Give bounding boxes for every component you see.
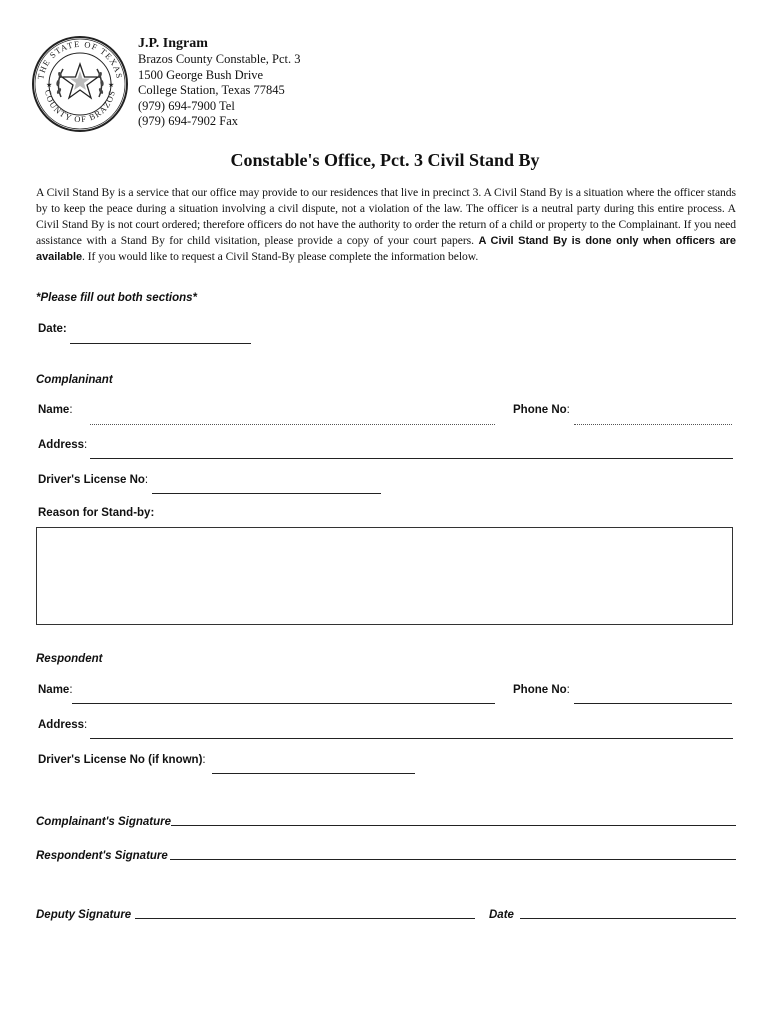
intro-bold-text: A Civil Stand By is done only when officers are available — [36, 235, 736, 263]
complainant-dl-field[interactable] — [152, 493, 381, 494]
header-line-tel: (979) 694-7900 Tel — [138, 98, 235, 113]
header-line-city: College Station, Texas 77845 — [138, 83, 285, 98]
constable-name: J.P. Ingram — [138, 36, 208, 51]
header-line-street: 1500 George Bush Drive — [138, 67, 264, 82]
reason-textbox[interactable] — [36, 527, 733, 625]
complainant-address-label: Address: — [38, 439, 88, 451]
complainant-name-field[interactable] — [90, 424, 495, 425]
svg-text:★: ★ — [46, 81, 53, 89]
respondent-signature-label: Respondent's Signature — [36, 850, 168, 862]
complainant-name-label: Name: — [38, 404, 73, 416]
complainant-address-field[interactable] — [90, 458, 733, 459]
svg-text:COUNTY OF BRAZOS — [43, 89, 117, 124]
respondent-dl-field[interactable] — [212, 773, 415, 774]
fill-note: *Please fill out both sections* — [36, 292, 198, 304]
respondent-address-field[interactable] — [90, 738, 733, 739]
deputy-date-label: Date — [489, 909, 514, 921]
complainant-phone-label: Phone No: — [513, 404, 570, 416]
date-field[interactable] — [70, 343, 251, 344]
seal-top-text: THE STATE OF TEXAS — [35, 38, 125, 81]
respondent-name-field[interactable] — [72, 703, 495, 704]
complainant-phone-field[interactable] — [574, 424, 732, 425]
respondent-signature-field[interactable] — [170, 859, 736, 860]
deputy-date-field[interactable] — [520, 918, 736, 919]
complainant-heading: Complaninant — [36, 374, 113, 386]
reason-label: Reason for Stand-by: — [38, 507, 155, 519]
deputy-signature-field[interactable] — [135, 918, 475, 919]
intro-text-2: . If you would like to request a Civil Stand-By please complete the information below. — [82, 250, 479, 263]
seal-bottom-text: COUNTY OF BRAZOS — [43, 88, 117, 125]
header-line-fax: (979) 694-7902 Fax — [138, 114, 238, 129]
respondent-name-label: Name: — [38, 684, 73, 696]
header-line-office: Brazos County Constable, Pct. 3 — [138, 52, 301, 66]
respondent-phone-label: Phone No: — [513, 684, 570, 696]
county-seal — [31, 35, 129, 133]
intro-text-1: A Civil Stand By is a service that our office may provide to our residences that live in precinct 3. A Civil Stand By is a situation where the officer stands by to keep the peace during a situation involving a civil dispute, not a violation of the law. The officer is a neutral party during this entire process. A Civil Stand By is not court ordered; therefore officers do not have the authority to order the return of a child or property to the Complainant. If you need assistance with a Stand By for child visitation, please provide a copy of your court papers. — [36, 186, 736, 247]
date-label: Date: — [38, 323, 67, 335]
complainant-dl-label: Driver's License No: — [38, 474, 149, 486]
respondent-dl-label: Driver's License No (if known): — [38, 754, 206, 766]
deputy-signature-label: Deputy Signature — [36, 909, 132, 921]
complainant-signature-label: Complainant's Signature — [36, 816, 172, 828]
intro-paragraph — [36, 185, 736, 265]
header-block — [138, 36, 301, 130]
svg-text:★: ★ — [108, 81, 115, 89]
form-title: Constable's Office, Pct. 3 Civil Stand By — [230, 150, 540, 170]
respondent-address-label: Address: — [38, 719, 88, 731]
complainant-signature-field[interactable] — [171, 825, 736, 826]
texas-seal-icon — [31, 35, 129, 133]
respondent-phone-field[interactable] — [574, 703, 732, 704]
respondent-heading: Respondent — [36, 653, 103, 665]
